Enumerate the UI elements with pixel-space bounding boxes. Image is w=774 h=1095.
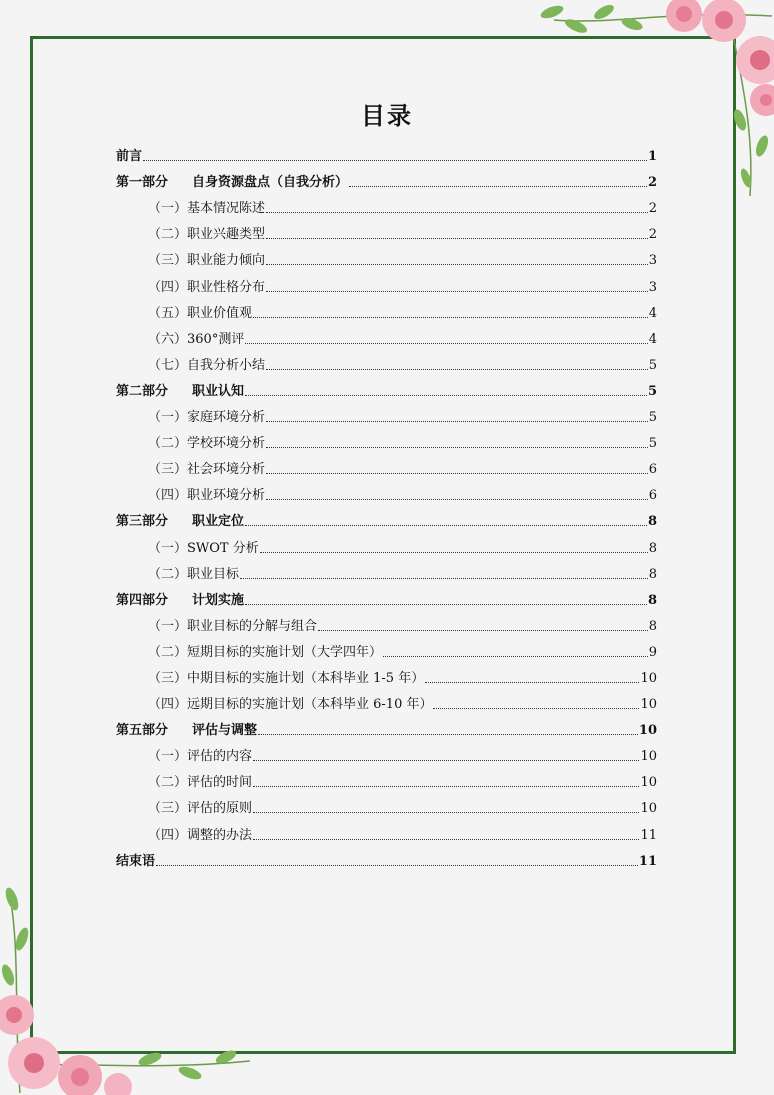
table-of-contents	[116, 138, 657, 869]
toc-subsection-entry[interactable]	[116, 321, 657, 347]
toc-entry-text: （二）评估的时间	[148, 775, 253, 791]
toc-entry-label	[116, 850, 155, 869]
toc-section-entry[interactable]	[116, 582, 657, 608]
toc-entry-text: 结束语	[116, 853, 156, 869]
toc-part-number: 第三部分	[116, 514, 169, 530]
toc-subsection-entry[interactable]	[116, 738, 657, 764]
toc-page-number: 10	[640, 697, 657, 713]
toc-subsection-entry[interactable]	[116, 242, 657, 268]
toc-page-number: 2	[648, 227, 657, 243]
dot-leader	[266, 420, 648, 422]
toc-page-number: 8	[647, 514, 657, 530]
toc-entry-label	[148, 249, 265, 268]
toc-entry-label	[148, 406, 265, 425]
toc-page-number: 4	[648, 305, 657, 321]
dot-leader	[433, 707, 639, 709]
toc-entry-text: （二）学校环境分析	[148, 436, 266, 452]
page-title: 目录	[361, 101, 413, 130]
toc-subsection-entry[interactable]	[116, 268, 657, 294]
dot-leader	[266, 211, 648, 213]
toc-entry-text: （三）职业能力倾向	[148, 253, 266, 269]
toc-page-number: 4	[648, 331, 657, 347]
toc-entry-label	[148, 615, 317, 634]
toc-page-number: 5	[648, 410, 657, 426]
toc-page-number: 11	[640, 827, 657, 843]
toc-page-number: 8	[648, 540, 657, 556]
toc-page-number: 10	[640, 775, 657, 791]
toc-page-number: 2	[648, 201, 657, 217]
dot-leader	[253, 838, 639, 840]
toc-subsection-entry[interactable]	[116, 425, 657, 451]
dot-leader	[266, 290, 648, 292]
toc-entry-label	[148, 745, 252, 764]
toc-section-entry[interactable]	[116, 373, 657, 399]
toc-entry-text: （七）自我分析小结	[148, 357, 266, 373]
toc-subsection-entry[interactable]	[116, 451, 657, 477]
dot-leader	[318, 629, 648, 631]
toc-entry-label	[116, 171, 348, 190]
toc-page-number: 10	[638, 723, 657, 739]
toc-page-number: 8	[648, 566, 657, 582]
toc-page-number: 8	[647, 592, 657, 608]
toc-entry-text: （二）职业兴趣类型	[148, 227, 266, 243]
dot-leader	[253, 785, 639, 787]
dot-leader	[245, 342, 647, 344]
toc-subsection-entry[interactable]	[116, 634, 657, 660]
toc-entry-text: 职业认知	[192, 383, 245, 399]
dot-leader	[253, 811, 639, 813]
toc-page-number: 11	[638, 853, 657, 869]
dot-leader	[253, 316, 648, 318]
toc-subsection-entry[interactable]	[116, 216, 657, 242]
toc-subsection-entry[interactable]	[116, 399, 657, 425]
toc-entry-text: （一）家庭环境分析	[148, 410, 266, 426]
dot-leader	[245, 603, 647, 605]
toc-entry-label	[148, 432, 265, 451]
toc-page-number: 10	[640, 749, 657, 765]
toc-entry-label	[148, 354, 265, 373]
toc-subsection-entry[interactable]	[116, 686, 657, 712]
dot-leader	[156, 864, 638, 866]
dot-leader	[266, 498, 648, 500]
toc-entry-label	[148, 641, 382, 660]
dot-leader	[266, 263, 648, 265]
toc-page-number: 9	[648, 644, 657, 660]
toc-entry-label	[116, 145, 142, 164]
toc-section-entry[interactable]	[116, 843, 657, 869]
toc-page-number: 5	[648, 436, 657, 452]
toc-entry-text: （一）基本情况陈述	[148, 201, 266, 217]
toc-page-number: 10	[640, 670, 657, 686]
toc-page-number: 2	[647, 175, 657, 191]
toc-entry-text: 评估与调整	[192, 723, 258, 739]
toc-entry-label	[148, 302, 252, 321]
toc-entry-text: （五）职业价值观	[148, 305, 253, 321]
toc-page-number: 3	[648, 253, 657, 269]
toc-entry-label	[148, 197, 265, 216]
toc-entry-label	[148, 458, 265, 477]
toc-entry-text: （四）远期目标的实施计划（本科毕业 6-10 年）	[148, 697, 433, 713]
toc-section-entry[interactable]	[116, 138, 657, 164]
toc-page-number: 1	[647, 149, 657, 165]
toc-page-number: 6	[648, 488, 657, 504]
dot-leader	[266, 368, 648, 370]
toc-subsection-entry[interactable]	[116, 347, 657, 373]
toc-entry-text: （二）短期目标的实施计划（大学四年）	[148, 644, 383, 660]
toc-entry-text: （四）调整的办法	[148, 827, 253, 843]
toc-subsection-entry[interactable]	[116, 190, 657, 216]
toc-page-number: 5	[647, 383, 657, 399]
toc-subsection-entry[interactable]	[116, 790, 657, 816]
toc-entry-label	[148, 797, 252, 816]
dot-leader	[253, 759, 639, 761]
toc-page-number: 6	[648, 462, 657, 478]
dot-leader	[260, 551, 648, 553]
toc-subsection-entry[interactable]	[116, 608, 657, 634]
toc-section-entry[interactable]	[116, 164, 657, 190]
toc-part-number: 第一部分	[116, 175, 169, 191]
dot-leader	[266, 237, 648, 239]
toc-page-number: 10	[640, 801, 657, 817]
toc-entry-text: （二）职业目标	[148, 566, 240, 582]
dot-leader	[240, 577, 648, 579]
toc-entry-label	[148, 667, 424, 686]
toc-entry-label	[116, 380, 244, 399]
toc-entry-text: （四）职业性格分布	[148, 279, 266, 295]
toc-entry-text: （一）职业目标的分解与组合	[148, 618, 318, 634]
toc-entry-label	[116, 719, 257, 738]
toc-subsection-entry[interactable]	[116, 816, 657, 842]
toc-entry-label	[148, 771, 252, 790]
toc-page-number: 5	[648, 357, 657, 373]
toc-subsection-entry[interactable]	[116, 556, 657, 582]
toc-subsection-entry[interactable]	[116, 529, 657, 555]
toc-entry-text: 计划实施	[192, 592, 245, 608]
toc-entry-text: （三）社会环境分析	[148, 462, 266, 478]
dot-leader	[383, 655, 648, 657]
toc-entry-text: （一）SWOT 分析	[148, 540, 259, 556]
toc-entry-label	[148, 484, 265, 503]
toc-entry-label	[148, 537, 259, 556]
toc-entry-label	[148, 563, 239, 582]
toc-subsection-entry[interactable]	[116, 477, 657, 503]
toc-entry-label	[148, 824, 252, 843]
toc-page-number: 3	[648, 279, 657, 295]
dot-leader	[245, 524, 647, 526]
toc-entry-text: （三）中期目标的实施计划（本科毕业 1-5 年）	[148, 670, 425, 686]
dot-leader	[143, 159, 647, 161]
toc-subsection-entry[interactable]	[116, 660, 657, 686]
toc-entry-label	[148, 328, 244, 347]
toc-entry-text: （一）评估的内容	[148, 749, 253, 765]
dot-leader	[425, 681, 639, 683]
dot-leader	[266, 446, 648, 448]
toc-entry-label	[148, 276, 265, 295]
toc-entry-label	[148, 693, 432, 712]
toc-part-number: 第二部分	[116, 383, 169, 399]
toc-part-number: 第四部分	[116, 592, 169, 608]
toc-entry-text: 自身资源盘点（自我分析）	[192, 175, 349, 191]
toc-entry-text: （四）职业环境分析	[148, 488, 266, 504]
toc-section-entry[interactable]	[116, 712, 657, 738]
toc-section-entry[interactable]	[116, 503, 657, 529]
toc-entry-text: 前言	[116, 149, 143, 165]
toc-entry-text: 职业定位	[192, 514, 245, 530]
dot-leader	[349, 185, 647, 187]
toc-subsection-entry[interactable]	[116, 764, 657, 790]
toc-subsection-entry[interactable]	[116, 295, 657, 321]
toc-entry-text: （三）评估的原则	[148, 801, 253, 817]
toc-entry-label	[116, 589, 244, 608]
toc-entry-label	[116, 510, 244, 529]
dot-leader	[245, 394, 647, 396]
toc-entry-label	[148, 223, 265, 242]
toc-entry-text: （六）360°测评	[148, 331, 245, 347]
toc-part-number: 第五部分	[116, 723, 169, 739]
dot-leader	[258, 733, 638, 735]
toc-page-number: 8	[648, 618, 657, 634]
dot-leader	[266, 472, 648, 474]
